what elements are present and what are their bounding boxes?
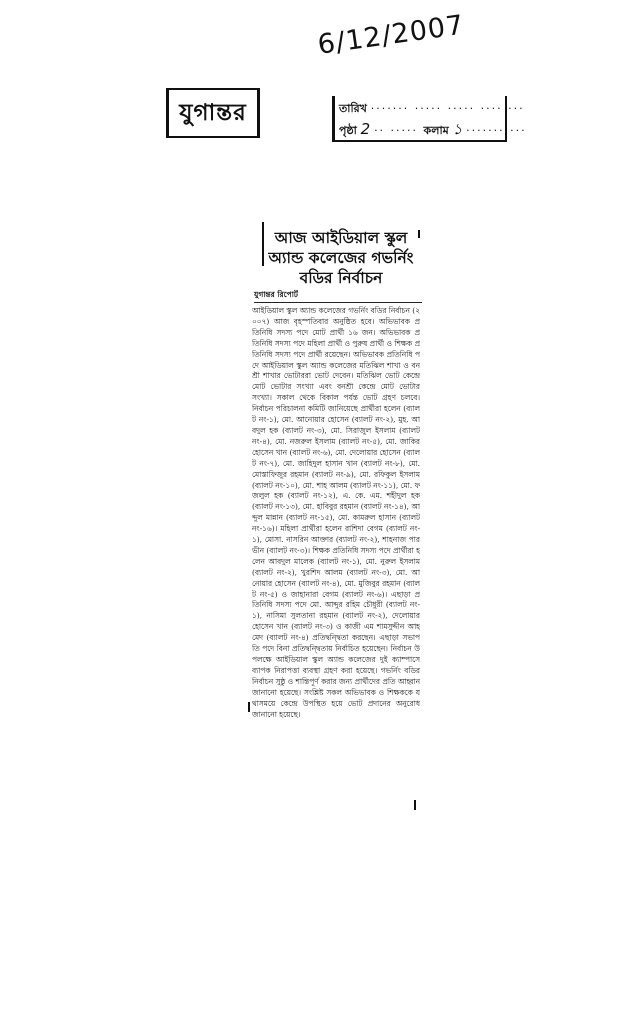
stamp-column-blank: ··········· [466,124,527,137]
byline-rule [254,302,422,303]
stamp-page-blank: ·· ····· [374,124,424,137]
article-headline: আজ আইডিয়াল স্কুল অ্যান্ড কলেজের গভর্নিং বডির নির্বাচন [268,228,414,287]
archive-stamp [332,96,527,142]
column-divider-left [262,222,264,266]
stamp-page-value: 2 [360,120,371,138]
stamp-page-label: পৃষ্ঠা [339,124,357,137]
stamp-date-label: তারিখ [339,102,367,115]
newspaper-masthead [166,88,260,138]
news-clipping [248,222,424,822]
column-divider-right [418,230,420,238]
masthead-name: যুগান্তর [179,98,247,126]
column-mark-left [248,702,250,712]
stamp-date-row [339,100,525,119]
stamp-column-label: কলাম [423,124,449,137]
article-byline: যুগান্তর রিপোর্ট [254,290,298,299]
column-mark-right [414,800,416,810]
stamp-page-row [339,118,527,143]
handwritten-date: 6/12/2007 [315,9,467,61]
article-body: আইডিয়াল স্কুল অ্যান্ড কলেজের গভর্নিং বডির নির্বাচন (২০০৭) আজ বৃহস্পতিবার অনুষ্ঠিত হবে। অভিভাবক প্রতিনিধি সদস্য পদে মোট প্রার্থী ১৬ জন। অভিভাবক প্রতিনিধি সদস্য পদে মহিলা প্রার্থী ও পুরুষ প্রার্থী ও শিক্ষক প্রতিনিধি সদস্য পদে প্রার্থী রয়েছেন। অভিভাবক প্রতিনিধি পদে আইডিয়াল স্কুল অ্যান্ড কলেজের মতিঝিল শাখা ও বনশ্রী শাখার ভোটাররা ভোট দেবেন। মতিঝিল ভোট কেন্দ্রে মোট ভোটার সংখ্যা এবং বনশ্রী কেন্দ্রে মোট ভোটার সংখ্যা। সকাল থেকে বিকাল পর্যন্ত ভোট গ্রহণ চলবে। নির্বাচন পরিচালনা কমিটি জানিয়েছে প্রার্থীরা হলেন (ব্যালট নং-১), মো. আনোয়ার হোসেন (ব্যালট নং-২), মুহ. আবদুল হক (ব্যালট নং-৩), মো. সিরাজুল ইসলাম (ব্যালট নং-৪), মো. নজরুল ইসলাম (ব্যালট নং-৫), মো. জাকির হোসেন খান (ব্যালট নং-৬), মো. দেলোয়ার হোসেন (ব্যালট নং-৭), মো. জাহিদুল হাসান খান (ব্যালট নং-৮), মো. মোস্তাফিজুর রহমান (ব্যালট নং-৯), মো. রফিকুল ইসলাম (ব্যালট নং-১০), মো. শাহ আলম (ব্যালট নং-১১), মো. ফজলুল হক (ব্যালট নং-১২), এ. কে. এম. শহীদুল হক (ব্যালট নং-১৩), মো. হাবিবুর রহমান (ব্যালট নং-১৪), আব্দুল মান্নান (ব্যালট নং-১৫), মো. কামরুল হাসান (ব্যালট নং-১৬)। মহিলা প্রার্থীরা হলেন রাশিদা বেগম (ব্যালট নং-১), মোসা. নাসরিন আক্তার (ব্যালট নং-২), শাহনাজ পারভীন (ব্যালট নং-৩)। শিক্ষক প্রতিনিধি সদস্য পদে প্রার্থীরা হলেন আবদুল মালেক (ব্যালট নং-১), মো. নুরুল ইসলাম (ব্যালট নং-২), খুরশিদ আলম (ব্যালট নং-৩), মো. আনোয়ার হোসেন (ব্যালট নং-৪), মো. মুজিবুর রহমান (ব্যালট নং-৫) ও জাহানারা বেগম (ব্যালট নং-৬)। এছাড়া প্রতিনিধি সদস্য পদে মো. আব্দুর রহিম চৌধুরী (ব্যালট নং-১), নাসিমা সুলতানা রহমান (ব্যালট নং-২), দেলোয়ার হোসেন খান (ব্যালট নং-৩) ও কাজী এম শামসুদ্দীন আহমেদ (ব্যালট নং-৪) প্রতিদ্বন্দ্বিতা করছেন। এছাড়া সভাপতি পদে বিনা প্রতিদ্বন্দ্বিতায় নির্বাচিত হয়েছেন। নির্বাচন উপলক্ষে আইডিয়াল স্কুল অ্যান্ড কলেজের দুই ক্যাম্পাসে ব্যাপক নিরাপত্তা ব্যবস্থা গ্রহণ করা হয়েছে। গভর্নিং বডির নির্বাচন সুষ্ঠু ও শান্তিপূর্ণ করার জন্য প্রার্থীদের প্রতি আহ্বান জানানো হয়েছে। সংশ্লিষ্ট সকল অভিভাবক ও শিক্ষককে যথাসময়ে কেন্দ্রে উপস্থিত হয়ে ভোট প্রদানের অনুরোধ জানানো হয়েছে। [252,306,420,719]
stamp-date-blank: ······· ····· ····· ···· ··· [370,102,525,115]
stamp-column-value: ১ [452,120,463,138]
